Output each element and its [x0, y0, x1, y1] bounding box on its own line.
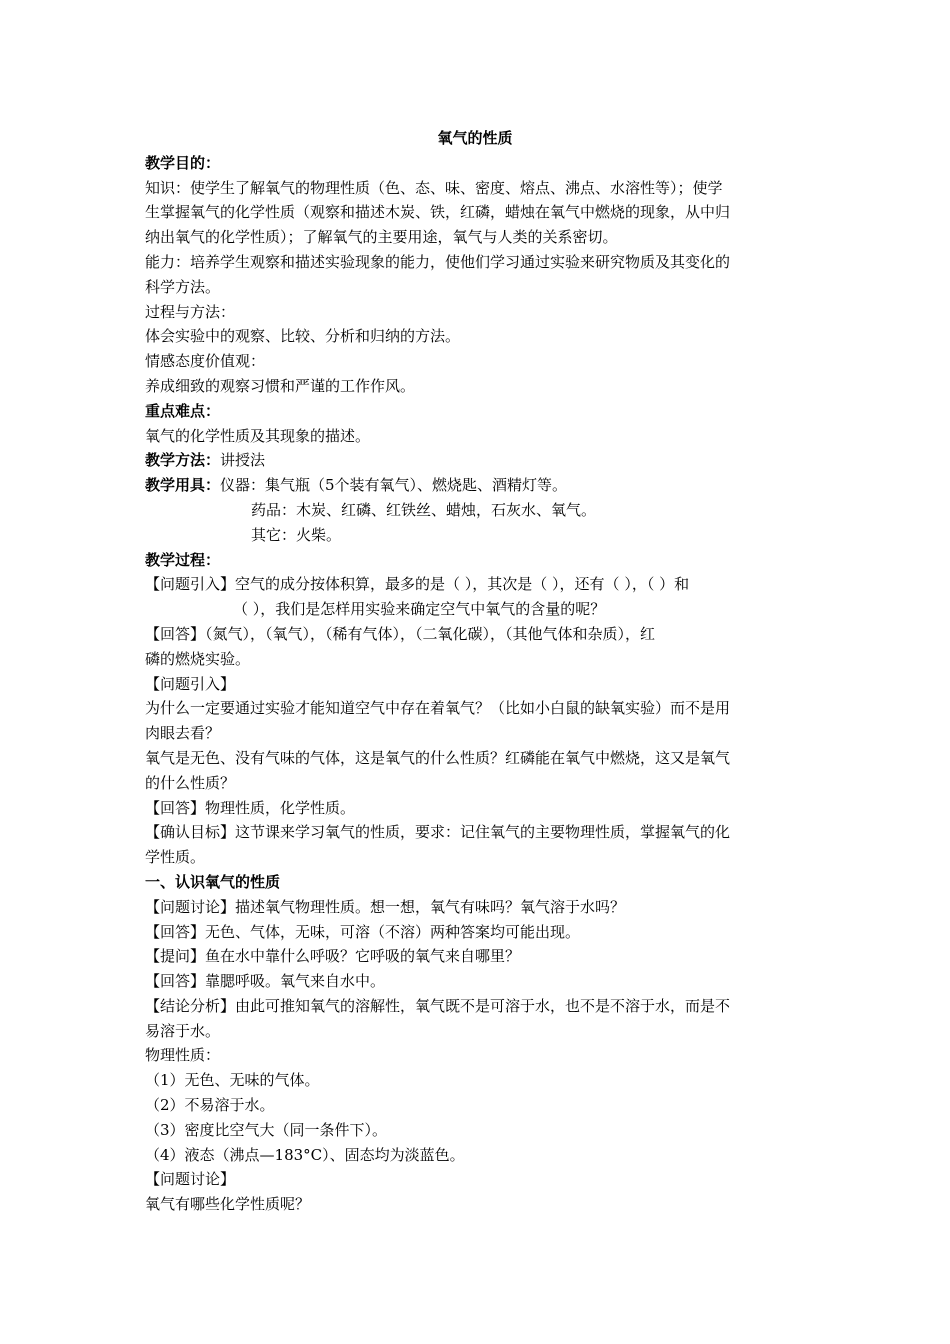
ability-line-2: 科学方法。	[145, 277, 221, 296]
tag: 【问题引入】	[145, 575, 236, 594]
objectives-heading: 教学目的：	[145, 153, 221, 172]
tag: 【提问】	[145, 947, 206, 966]
conclusion-cont: 易溶于水。	[145, 1021, 221, 1040]
tag: 【结论分析】	[145, 996, 236, 1015]
question-intro-1-cont: （ ），我们是怎样用实验来确定空气中氧气的含量的呢？	[233, 600, 606, 619]
tag: 【回答】	[145, 972, 206, 991]
tools-line	[145, 473, 805, 498]
page-title: 氧气的性质	[437, 129, 513, 147]
knowledge-line-3: 纳出氧气的化学性质）；了解氧气的主要用途，氧气与人类的关系密切。	[145, 228, 618, 247]
tools-drugs: 药品：木炭、红磷、红铁丝、蜡烛，石灰水、氧气。	[251, 500, 597, 519]
physical-property-item: （1）无色、无味的气体。	[145, 1071, 320, 1090]
answer-1	[145, 622, 805, 647]
method-line	[145, 448, 805, 473]
answer-4	[145, 969, 805, 994]
emotion-text: 养成细致的观察习惯和严谨的工作作风。	[145, 376, 416, 395]
tag: 【回答】	[145, 922, 206, 941]
physical-property-item: （3）密度比空气大（同一条件下）。	[145, 1120, 388, 1139]
conclusion-text: 由此可推知氧气的溶解性，氧气既不是可溶于水，也不是不溶于水，而是不	[235, 996, 731, 1015]
tag: 【回答】	[145, 624, 206, 643]
ask-text: 鱼在水中靠什么呼吸？它呼吸的氧气来自哪里？	[205, 947, 521, 966]
answer-1-cont: 磷的燃烧实验。	[145, 649, 251, 668]
ability-line-1: 能力：培养学生观察和描述实验现象的能力，使他们学习通过实验来研究物质及其变化的	[145, 252, 731, 271]
answer-2	[145, 796, 805, 821]
question-intro-2-line-4: 的什么性质？	[145, 773, 236, 792]
process-method-label: 过程与方法：	[145, 302, 236, 321]
process-heading: 教学过程：	[145, 550, 221, 569]
physical-properties-label: 物理性质：	[145, 1046, 221, 1065]
goal-text: 这节课来学习氧气的性质，要求：记住氧气的主要物理性质，掌握氧气的化	[235, 823, 731, 842]
confirm-goal-cont: 学性质。	[145, 848, 206, 867]
answer-text: （氮气），（氧气），（稀有气体），（二氧化碳），（其他气体和杂质），红	[205, 624, 656, 643]
section-1-heading: 一、认识氧气的性质	[145, 872, 281, 891]
tag: 【问题讨论】	[145, 897, 236, 916]
tools-others: 其它：火柴。	[251, 525, 342, 544]
emotion-label: 情感态度价值观：	[145, 352, 266, 371]
physical-property-item: （2）不易溶于水。	[145, 1096, 275, 1115]
question-intro-2-tag: 【问题引入】	[145, 674, 236, 693]
key-points-text: 氧气的化学性质及其现象的描述。	[145, 426, 371, 445]
knowledge-line-2: 生掌握氧气的化学性质（观察和描述木炭、铁，红磷，蜡烛在氧气中燃烧的现象，从中归	[145, 203, 731, 222]
answer-3	[145, 920, 805, 945]
confirm-goal	[145, 820, 805, 845]
ask	[145, 944, 805, 969]
document-page	[145, 126, 805, 1217]
discussion-2-text: 氧气有哪些化学性质呢？	[145, 1195, 311, 1214]
discussion-1	[145, 895, 805, 920]
answer-text: 物理性质，化学性质。	[205, 798, 356, 817]
answer-text: 靠腮呼吸。氧气来自水中。	[205, 972, 386, 991]
tools-instruments: 仪器：集气瓶（5个装有氧气）、燃烧匙、酒精灯等。	[220, 476, 568, 495]
question-text: 空气的成分按体积算，最多的是（ ），其次是（ ），还有（ ），（ ）和	[235, 575, 690, 594]
knowledge-line-1: 知识：使学生了解氧气的物理性质（色、态、味、密度、熔点、沸点、水溶性等）；使学	[145, 178, 723, 197]
question-intro-1	[145, 572, 805, 597]
question-intro-2-line-2: 肉眼去看？	[145, 724, 221, 743]
tag: 【确认目标】	[145, 823, 236, 842]
physical-property-item: （4）液态（沸点—183°C）、固态均为淡蓝色。	[145, 1145, 465, 1164]
tag: 【回答】	[145, 798, 206, 817]
discussion-text: 描述氧气物理性质。想一想，氧气有味吗？氧气溶于水吗？	[235, 897, 626, 916]
tools-label: 教学用具：	[145, 476, 221, 495]
discussion-2-tag: 【问题讨论】	[145, 1170, 236, 1189]
question-intro-2-line-1: 为什么一定要通过实验才能知道空气中存在着氧气？（比如小白鼠的缺氧实验）而不是用	[145, 699, 731, 718]
key-points-heading: 重点难点：	[145, 401, 221, 420]
process-method-text: 体会实验中的观察、比较、分析和归纳的方法。	[145, 327, 461, 346]
conclusion	[145, 994, 805, 1019]
method-label: 教学方法：	[145, 451, 221, 470]
answer-text: 无色、气体，无味，可溶（不溶）两种答案均可能出现。	[205, 922, 581, 941]
question-intro-2-line-3: 氧气是无色、没有气味的气体，这是氧气的什么性质？红磷能在氧气中燃烧，这又是氧气	[145, 748, 731, 767]
method-text: 讲授法	[220, 451, 266, 470]
